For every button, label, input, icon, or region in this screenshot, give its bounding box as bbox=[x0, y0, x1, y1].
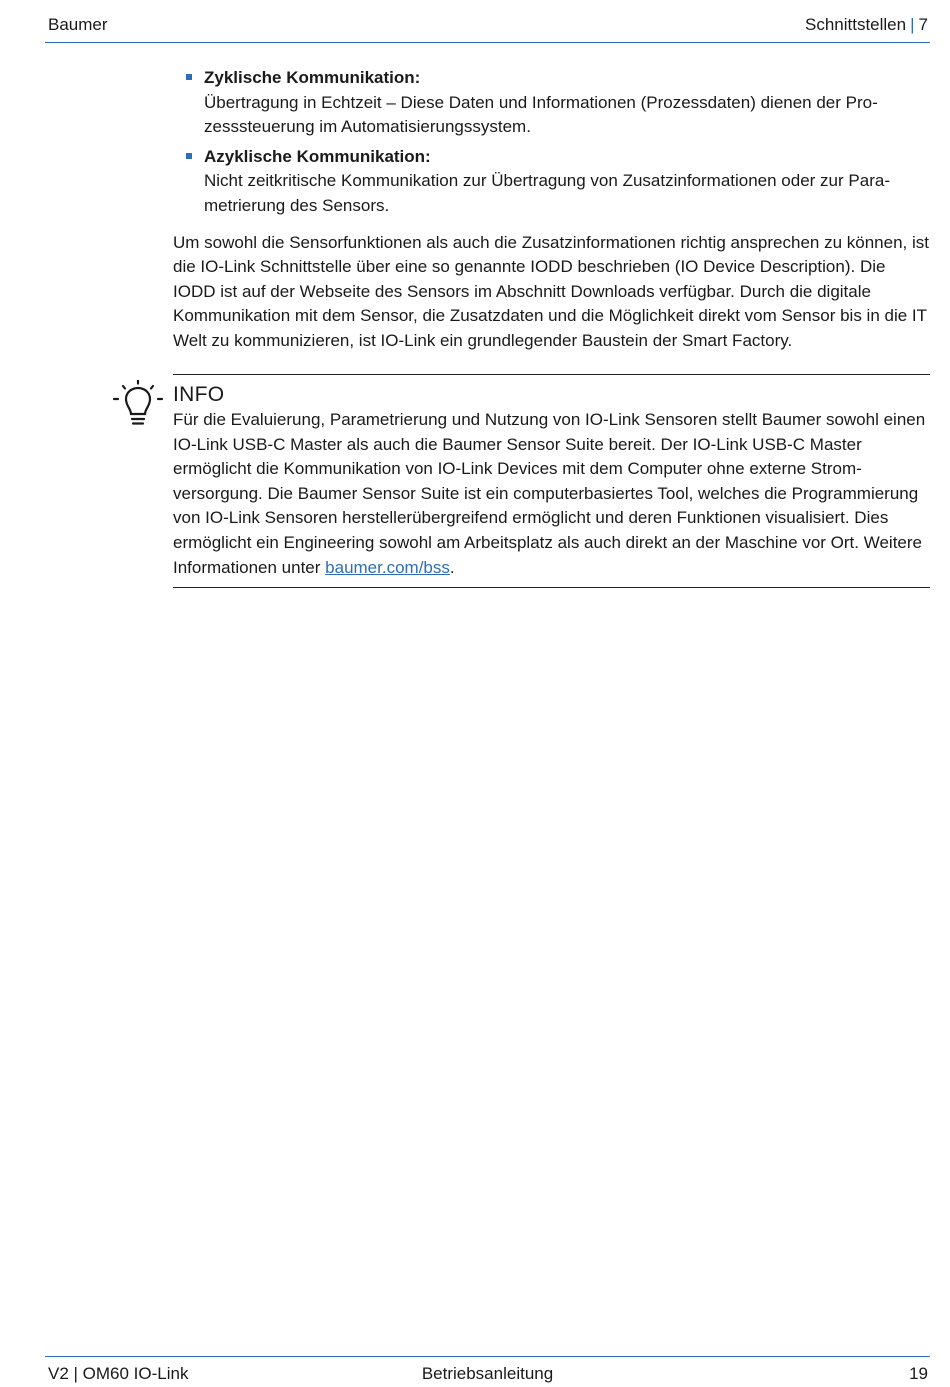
bullet-square-icon bbox=[186, 74, 192, 80]
bullet-square-icon bbox=[186, 153, 192, 159]
header-section bbox=[805, 14, 928, 36]
bullet-text: Übertragung in Echtzeit – Diese Daten und Informationen (Prozessdaten) dienen der Prozesssteuerung im Automatisierungssystem. bbox=[204, 92, 878, 137]
footer-page-number: 19 bbox=[909, 1364, 928, 1383]
info-text bbox=[173, 408, 930, 580]
bullet-title: Zyklische Kommunikation: bbox=[204, 68, 421, 87]
list-item bbox=[173, 145, 930, 219]
info-box bbox=[173, 374, 930, 588]
info-text-end: . bbox=[449, 557, 455, 577]
bullet-list bbox=[173, 66, 930, 219]
header-chapter-number: 7 bbox=[918, 15, 928, 34]
body-paragraph: Um sowohl die Sensorfunktionen als auch die Zusatzinformationen richtig ansprechen zu können, ist die IO-Link Schnittstelle über eine so genannte IODD beschrieben (IO Device Description). Die IODD ist auf der Webseite des Sensors im Abschnitt Downloads verfügbar. Durch die digitale Kommunikation mit dem Sensor, die Zusatzdaten und die Möglichkeit direkt vom Sensor bis in die IT Welt zu kommunizieren, ist IO-Link ein grundlegender Baustein der Smart Factory. bbox=[173, 232, 929, 350]
info-text-body: Für die Evaluierung, Parametrierung und Nutzung von IO-Link Sensoren stellt Baumer sowohl einen IO-Link USB-C Master als auch die Baumer Sensor Suite bereit. Der IO-Link USB-C Master ermöglicht die Kommunikation von IO-Link Devices mit dem Computer ohne externe Stromversorgung. Die Baumer Sensor Suite ist ein computerbasiertes Tool, welches die Programmierung von IO-Link Sensoren herstellerübergreifend ermöglicht und deren Funktionen visualisiert. Dies ermöglicht ein Engineering sowohl am Arbeitsplatz als auch direkt an der Maschine vor Ort. Weitere Informationen unter bbox=[173, 410, 926, 577]
lightbulb-icon bbox=[112, 380, 164, 432]
footer-document-type: Betriebsanleitung bbox=[421, 1364, 554, 1383]
info-title: INFO bbox=[173, 383, 225, 406]
bullet-text: Nicht zeitkritische Kommunikation zur Übertragung von Zusatzinformationen oder zur Parametrierung des Sensors. bbox=[204, 171, 890, 215]
info-link[interactable]: baumer.com/bss bbox=[325, 557, 450, 577]
header-section-title: Schnittstellen bbox=[804, 15, 907, 34]
page-footer bbox=[45, 1356, 930, 1385]
main-content bbox=[173, 66, 930, 354]
header-separator: | bbox=[910, 15, 915, 34]
page-header bbox=[45, 14, 930, 43]
bullet-title: Azyklische Kommunikation: bbox=[204, 146, 431, 166]
header-brand: Baumer bbox=[48, 15, 108, 34]
list-item bbox=[173, 66, 930, 140]
footer-document-id: V2 | OM60 IO-Link bbox=[48, 1364, 189, 1383]
